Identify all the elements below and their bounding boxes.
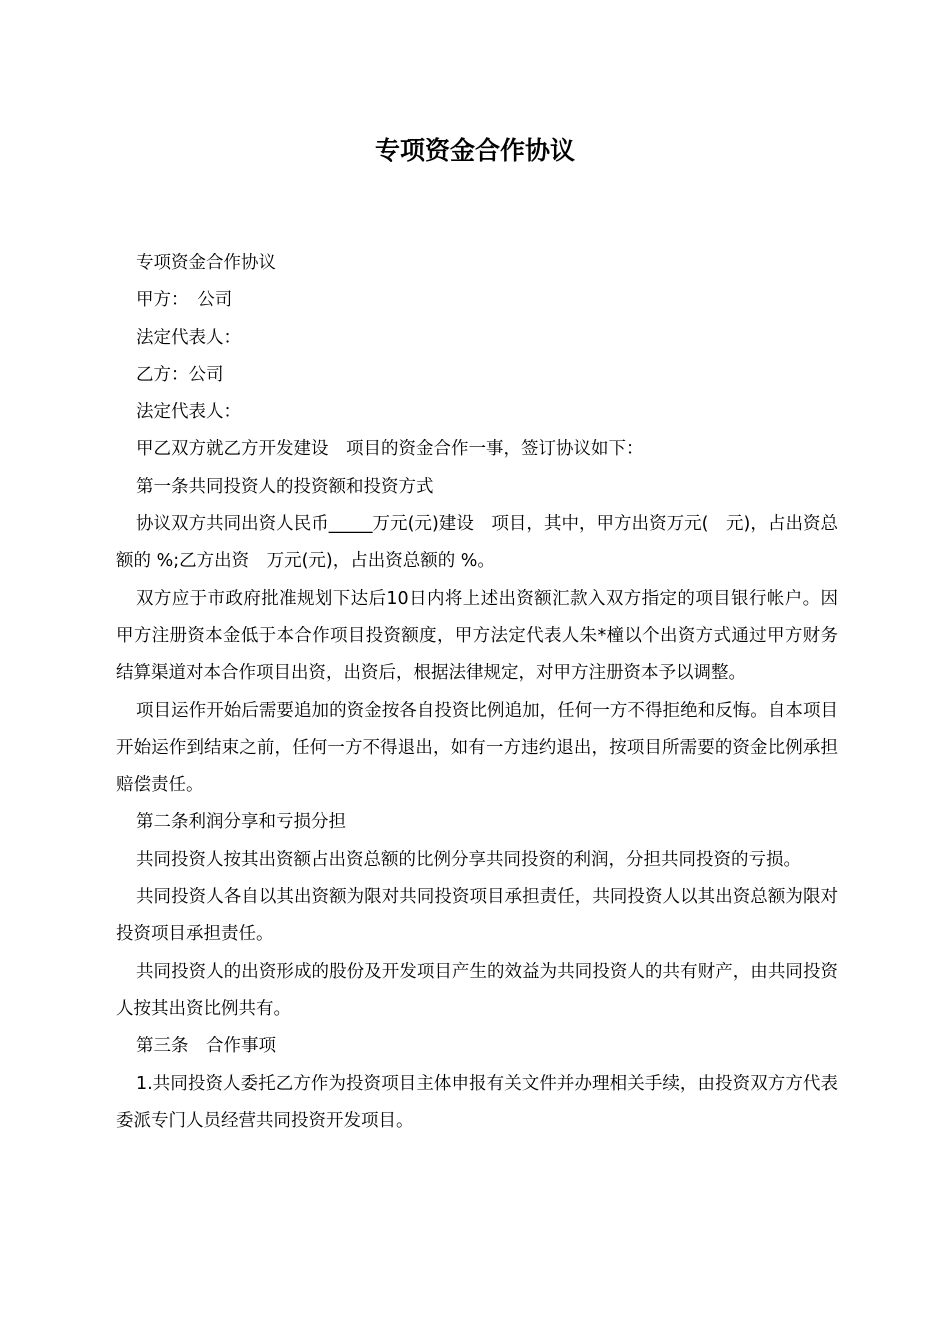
- paragraph: 项目运作开始后需要追加的资金按各自投资比例追加，任何一方不得拒绝和反悔。自本项目开始运作到结束之前，任何一方不得退出，如有一方违约退出，按项目所需要的资金比例承担赔偿责任。: [116, 700, 838, 796]
- paragraph: 共同投资人各自以其出资额为限对共同投资项目承担责任，共同投资人以其出资总额为限对投资项目承担责任。: [116, 887, 838, 945]
- document-body: [116, 245, 838, 1140]
- section-heading: 第一条共同投资人的投资额和投资方式: [136, 476, 434, 497]
- paragraph: 双方应于市政府批准规划下达后10日内将上述出资额汇款入双方指定的项目银行帐户。因甲方注册资本金低于本合作项目投资额度，甲方法定代表人朱*橦以个出资方式通过甲方财务结算渠道对本合作项目出资，出资后，根据法律规定，对甲方注册资本予以调整。: [116, 588, 838, 684]
- paragraph: 共同投资人按其出资额占出资总额的比例分享共同投资的利润，分担共同投资的亏损。: [136, 849, 801, 870]
- section-heading: 第二条利润分享和亏损分担: [136, 812, 346, 833]
- paragraph: 协议双方共同出资人民币_____万元(元)建设 项目，其中，甲方出资万元( 元)，占出资总额的 %;乙方出资 万元(元)，占出资总额的 %。: [116, 514, 838, 572]
- paragraph: 共同投资人的出资形成的股份及开发项目产生的效益为共同投资人的共有财产，由共同投资人按其出资比例共有。: [116, 961, 838, 1019]
- paragraph: 法定代表人：: [136, 402, 241, 423]
- paragraph: 甲乙双方就乙方开发建设 项目的资金合作一事，签订协议如下：: [136, 439, 644, 460]
- section-heading: 第三条 合作事项: [136, 1036, 276, 1057]
- document-title: 专项资金合作协议: [374, 136, 575, 165]
- paragraph: 法定代表人：: [136, 327, 241, 348]
- paragraph: 乙方：公司: [136, 364, 224, 385]
- paragraph: 甲方： 公司: [136, 290, 233, 311]
- paragraph: 专项资金合作协议: [136, 253, 276, 273]
- paragraph: 1.共同投资人委托乙方作为投资项目主体申报有关文件并办理相关手续，由投资双方方代表委派专门人员经营共同投资开发项目。: [116, 1073, 838, 1131]
